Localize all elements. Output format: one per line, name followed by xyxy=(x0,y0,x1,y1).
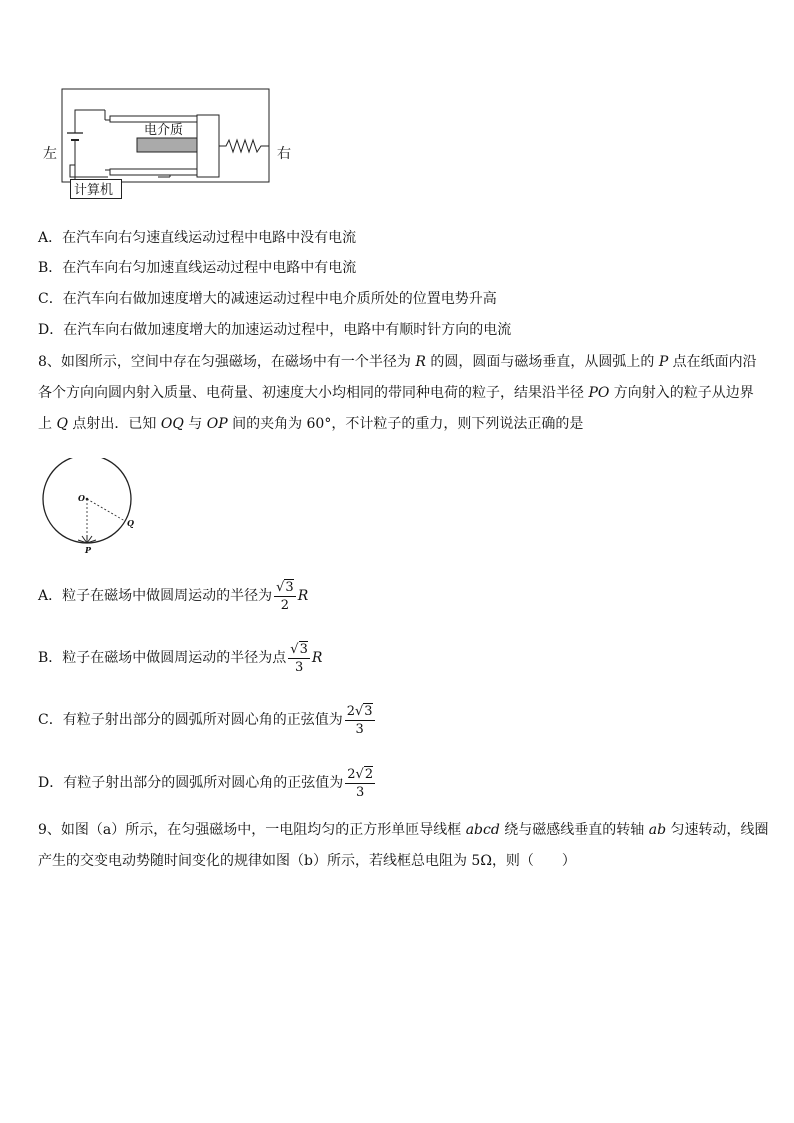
computer-label: 计算机 xyxy=(74,183,114,198)
dielectric-label: 电介质 xyxy=(144,123,184,138)
fraction-2sqrt3-over-3: $\frac{2√3}{3}$ xyxy=(346,703,373,737)
computer-box xyxy=(70,179,122,199)
q8-option-c: C．有粒子射出部分的圆弧所对圆心角的正弦值为 $\frac{2√3}{3}$ xyxy=(38,703,373,737)
point-p-label: P xyxy=(85,545,92,555)
q7-option-a: A．在汽车向右匀速直线运动过程中电路中没有电流 xyxy=(38,230,357,246)
fraction-sqrt3-over-2: $\frac{√3}{2}$ xyxy=(276,579,294,613)
q8-stem-line-2: 各个方向向圆内射入质量、电荷量、初速度大小均相同的带同种电荷的粒子，结果沿半径 PO 方向射入的粒子从边界 xyxy=(38,385,754,401)
center-o-label: O xyxy=(78,493,85,503)
q7-option-c: C．在汽车向右做加速度增大的减速运动过程中电介质所处的位置电势升高 xyxy=(38,291,497,307)
q8-option-b: B．粒子在磁场中做圆周运动的半径为点 $\frac{√3}{3}$ R xyxy=(38,641,323,675)
q9-stem-line-1: 9、如图（a）所示，在匀强磁场中，一电阻均匀的正方形单匝导线框 abcd 绕与磁感线垂直的转轴 ab 匀速转动，线圈 xyxy=(38,822,769,838)
fraction-sqrt3-over-3: $\frac{√3}{3}$ xyxy=(290,641,308,675)
q7-option-b: B．在汽车向右匀加速直线运动过程中电路中有电流 xyxy=(38,260,357,276)
circle-diagram xyxy=(38,458,138,558)
q8-stem-line-1: 8、如图所示，空间中存在匀强磁场，在磁场中有一个半径为 R 的圆，圆面与磁场垂直，从圆弧上的 P 点在纸面内沿 xyxy=(38,354,757,370)
q7-option-d: D．在汽车向右做加速度增大的加速运动过程中，电路中有顺时针方向的电流 xyxy=(38,322,512,338)
q8-option-a: A．粒子在磁场中做圆周运动的半径为 $\frac{√3}{2}$ R xyxy=(38,579,309,613)
q9-stem-line-2: 产生的交变电动势随时间变化的规律如图（b）所示，若线框总电阻为 5Ω，则（ ） xyxy=(38,853,576,869)
left-label: 左 xyxy=(43,146,57,162)
point-q-label: Q xyxy=(127,518,134,528)
right-label: 右 xyxy=(277,146,291,162)
capacitor-circuit-figure xyxy=(40,85,310,198)
q8-stem-line-3: 上 Q 点射出．已知 OQ 与 OP 间的夹角为 60°，不计粒子的重力，则下列说法正确的是 xyxy=(38,416,584,432)
circle-field-figure xyxy=(38,458,138,558)
fraction-2sqrt2-over-3: $\frac{2√2}{3}$ xyxy=(347,766,374,800)
q8-option-d: D．有粒子射出部分的圆弧所对圆心角的正弦值为 $\frac{2√2}{3}$ xyxy=(38,766,374,800)
